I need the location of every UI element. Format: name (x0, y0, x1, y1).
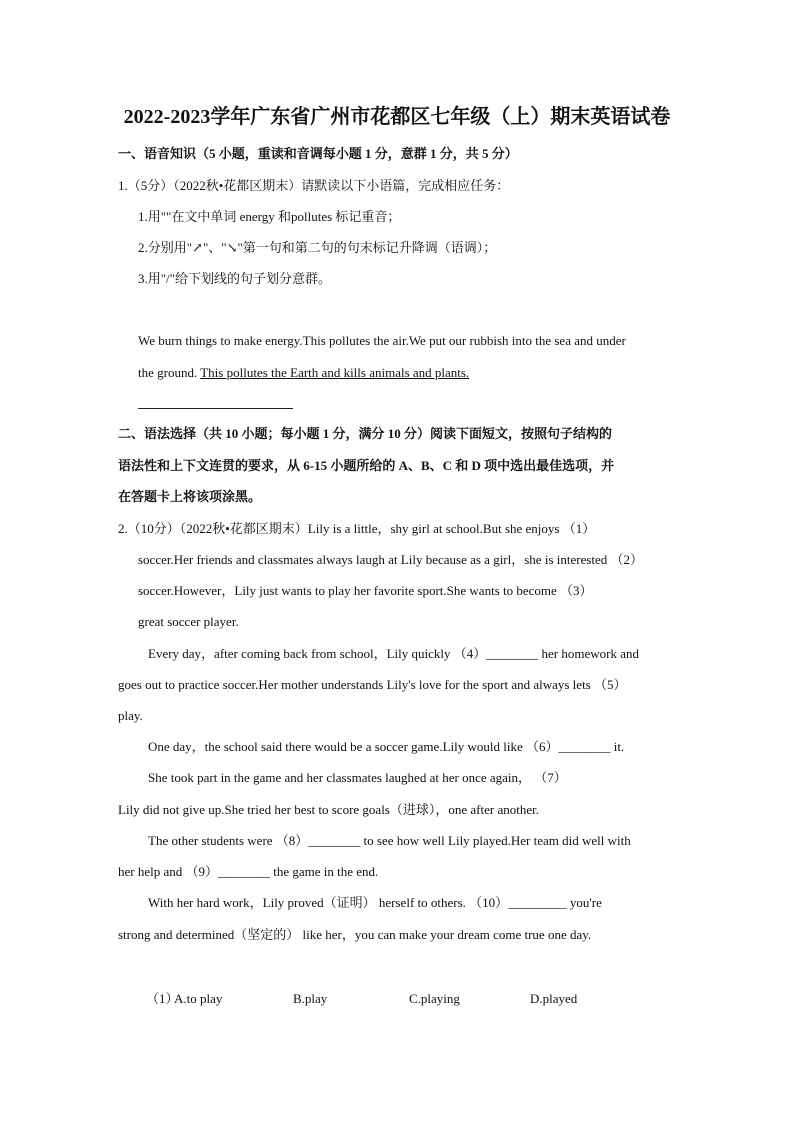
section2-heading-line-2: 语法性和上下文连贯的要求，从 6-15 小题所给的 A、B、C 和 D 项中选出最佳选项，并 (118, 458, 615, 473)
page-title: 2022-2023学年广东省广州市花都区七年级（上）期末英语试卷 (123, 106, 671, 128)
option-c: C.playing (409, 991, 460, 1006)
passage-line-2 (138, 364, 469, 382)
section2-heading-line-1: 二、语法选择（共 10 小题；每小题 1 分，满分 10 分）阅读下面短文，按照句子结构的 (118, 426, 613, 441)
option-d: D.played (530, 991, 578, 1006)
passage2-line: She took part in the game and her classmates laughed at her once again， （7） (148, 770, 567, 785)
passage-line-2-plain: the ground. (138, 365, 201, 380)
section1-heading: 一、语音知识（5 小题，重读和音调每小题 1 分，意群 1 分，共 5 分） (118, 146, 518, 161)
passage2-line: 2.（10分）（2022秋•花都区期末）Lily is a little，shy girl at school.But she enjoys （1） (118, 521, 596, 536)
passage2-line: The other students were （8）________ to see how well Lily played.Her team did well with (148, 833, 631, 848)
passage2-line: With her hard work，Lily proved（证明） herself to others. （10）_________ you're (148, 895, 602, 910)
passage2-line: Every day，after coming back from school，Lily quickly （4）________ her homework and (148, 646, 639, 661)
passage2-line: soccer.However，Lily just wants to play her favorite sport.She wants to become （3） (138, 583, 593, 598)
section2-heading-line-3: 在答题卡上将该项涂黑。 (118, 489, 262, 504)
passage2-line: soccer.Her friends and classmates always laugh at Lily because as a girl，she is interested （2） (138, 552, 644, 567)
passage2-line: One day，the school said there would be a soccer game.Lily would like （6）________ it. (148, 739, 625, 754)
option-b: B.play (293, 991, 328, 1006)
question-1-stem: 1.（5分）（2022秋•花都区期末）请默读以下小语篇，完成相应任务： (118, 178, 510, 193)
passage-line-1: We burn things to make energy.This pollutes the air.We put our rubbish into the sea and under (138, 333, 626, 348)
option-number: （1） (146, 991, 179, 1006)
task-2: 2.分别用"↗"、"↘"第一句和第二句的句末标记升降调（语调）； (138, 240, 497, 255)
passage2-line: strong and determined（坚定的） like her，you can make your dream come true one day. (118, 927, 592, 942)
passage2-line: her help and （9）________ the game in the end. (118, 864, 379, 879)
passage2-line: goes out to practice soccer.Her mother understands Lily's love for the sport and always lets （5） (118, 677, 627, 692)
option-a: A.to play (174, 991, 223, 1006)
passage2-line: play. (118, 708, 143, 723)
passage2-line: Lily did not give up.She tried her best to score goals（进球），one after another. (118, 802, 539, 817)
task-1: 1.用""在文中单词 energy 和pollutes 标记重音； (138, 209, 401, 224)
answer-blank-line (138, 408, 293, 409)
passage2-line: great soccer player. (138, 614, 239, 629)
task-3: 3.用"/"给下划线的句子划分意群。 (138, 271, 331, 286)
underlined-sentence: This pollutes the Earth and kills animals and plants. (200, 365, 470, 380)
